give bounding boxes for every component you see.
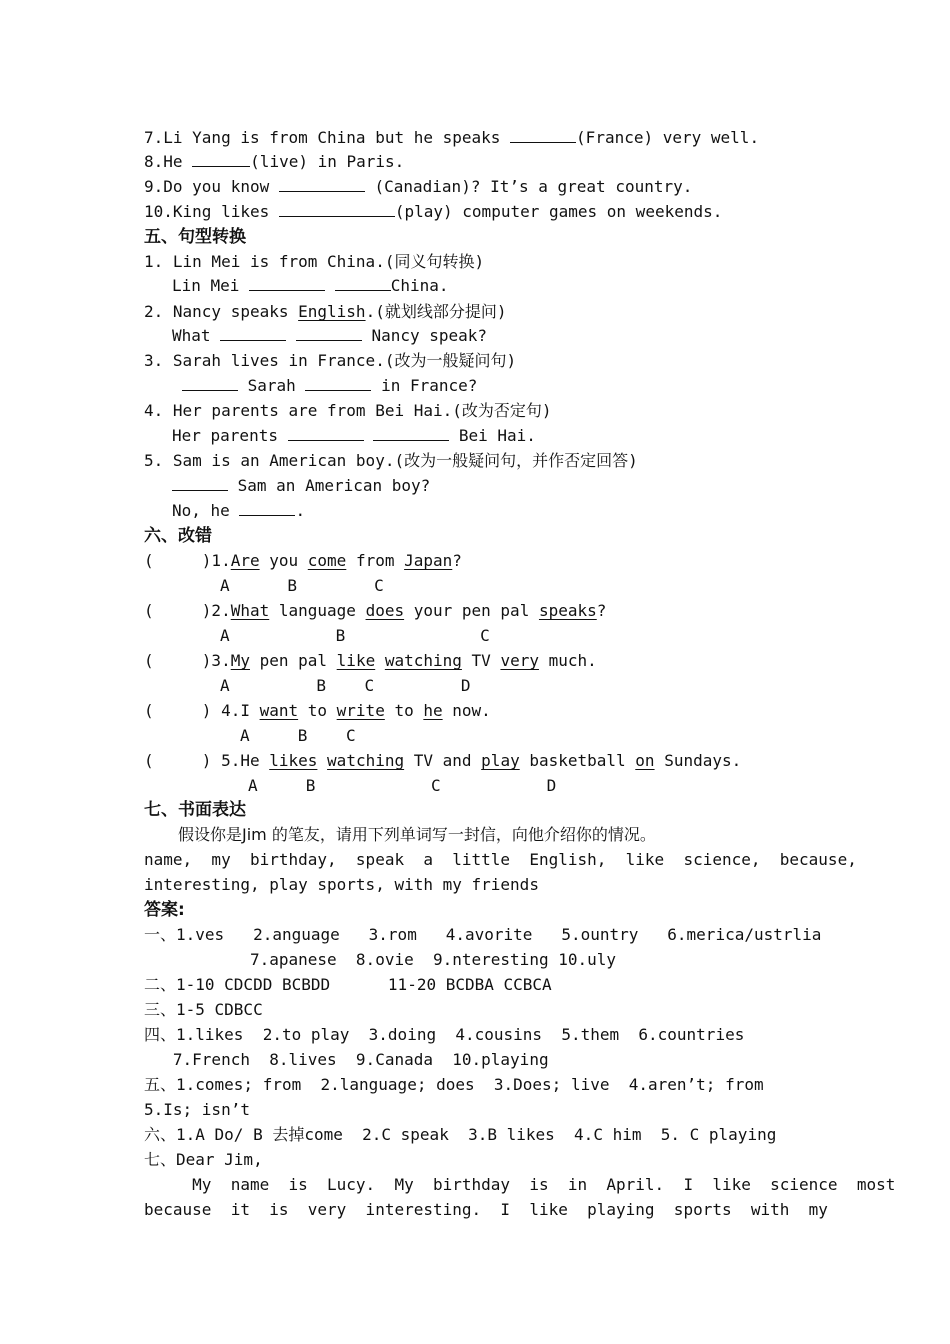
error-item-text: you xyxy=(259,551,308,570)
answer-text: . xyxy=(295,501,306,520)
underlined-word: English xyxy=(298,302,366,321)
error-item xyxy=(144,701,491,721)
answer-key-line: 7.apanese 8.ovie 9.nteresting 10.uly xyxy=(144,950,617,969)
error-item-text: pen pal xyxy=(249,651,337,670)
answer-line xyxy=(172,426,536,446)
section-heading: 六、改错 xyxy=(144,526,212,546)
underlined-option: want xyxy=(259,701,299,720)
fill-item-text: 8.He xyxy=(144,152,193,171)
error-item-text: TV xyxy=(461,651,501,670)
fill-item xyxy=(144,152,404,172)
fill-item-text: 9.Do you know xyxy=(144,177,279,196)
error-item-text: from xyxy=(346,551,405,570)
error-item-text xyxy=(317,751,327,770)
error-item-text: Sundays. xyxy=(654,751,742,770)
answer-key-line: My name is Lucy. My birthday is in April. I like science most xyxy=(144,1175,896,1194)
question-text: 5. Sam is an American boy.(改为一般疑问句，并作否定回答) xyxy=(144,451,638,470)
word-list: name, my birthday, speak a little English, like science, because, xyxy=(144,850,857,869)
answer-blank[interactable] xyxy=(279,177,365,192)
answer-line xyxy=(172,276,449,296)
fill-item xyxy=(144,202,722,222)
answer-line xyxy=(172,326,487,346)
section-heading: 七、书面表达 xyxy=(144,800,246,820)
answer-blank[interactable] xyxy=(296,326,362,341)
fill-item-text: (live) in Paris. xyxy=(250,152,405,171)
error-item-text: to xyxy=(384,701,424,720)
answer-line xyxy=(172,476,430,496)
error-item-text: ( )3. xyxy=(144,651,231,670)
answer-text: No, he xyxy=(172,501,240,520)
answer-blank[interactable] xyxy=(192,152,250,167)
answer-text: What xyxy=(172,326,221,345)
answer-key-line: because it is very interesting. I like playing sports with my xyxy=(144,1200,828,1219)
underlined-option: Are xyxy=(230,551,260,570)
question-text: 4. Her parents are from Bei Hai.(改为否定句) xyxy=(144,401,552,420)
error-item-text: TV and xyxy=(404,751,482,770)
fill-item-text: 7.Li Yang is from China but he speaks xyxy=(144,128,511,147)
underlined-option: My xyxy=(230,651,250,670)
fill-item-text: 10.King likes xyxy=(144,202,279,221)
answer-key-line: 一、1.ves 2.anguage 3.rom 4.avorite 5.ountry 6.merica/ustrlia xyxy=(144,925,822,944)
answer-key-line: 5.Is; isn’t xyxy=(144,1100,250,1119)
answer-text: Nancy speak? xyxy=(361,326,488,345)
error-item-text: your pen pal xyxy=(404,601,539,620)
answer-blank[interactable] xyxy=(239,501,295,516)
error-item-text: to xyxy=(298,701,337,720)
underlined-option: he xyxy=(423,701,443,720)
answer-key-line: 六、1.A Do/ B 去掉come 2.C speak 3.B likes 4.C him 5. C playing xyxy=(144,1125,777,1144)
error-item-text: ( )2. xyxy=(144,601,231,620)
error-item xyxy=(144,751,741,771)
answer-blank[interactable] xyxy=(288,426,364,441)
error-item-text: basketball xyxy=(519,751,636,770)
answer-blank[interactable] xyxy=(182,376,238,391)
answer-key-line: 五、1.comes; from 2.language; does 3.Does; live 4.aren’t; from xyxy=(144,1075,764,1094)
error-item-text: ( ) 5.He xyxy=(144,751,270,770)
answer-text: Her parents xyxy=(172,426,288,445)
error-item-text: ( ) 4.I xyxy=(144,701,260,720)
error-item-text xyxy=(375,651,385,670)
question-text xyxy=(144,302,506,322)
underlined-option: very xyxy=(500,651,539,670)
answer-text: Lin Mei xyxy=(172,276,250,295)
section-heading: 五、句型转换 xyxy=(144,227,246,247)
underlined-option: speaks xyxy=(538,601,597,620)
answers-heading: 答案: xyxy=(144,900,185,920)
answer-text: in France? xyxy=(371,376,478,395)
answer-key-line: 七、Dear Jim, xyxy=(144,1150,263,1169)
answer-text: Sam an American boy? xyxy=(228,476,431,495)
option-letters: A B C xyxy=(220,626,490,645)
underlined-option: does xyxy=(365,601,405,620)
option-letters: A B C D xyxy=(248,776,557,795)
answer-text: Bei Hai. xyxy=(449,426,536,445)
error-item xyxy=(144,601,606,621)
answer-key-line: 三、1-5 CDBCC xyxy=(144,1000,263,1019)
answer-blank[interactable] xyxy=(220,326,286,341)
fill-item-text: (Canadian)? It’s a great country. xyxy=(364,177,693,196)
fill-item xyxy=(144,177,692,197)
underlined-option: What xyxy=(230,601,270,620)
question-text: 3. Sarah lives in France.(改为一般疑问句) xyxy=(144,351,517,370)
question-text: 1. Lin Mei is from China.(同义句转换) xyxy=(144,252,485,271)
answer-blank[interactable] xyxy=(172,476,228,491)
question-text-part: 2. Nancy speaks xyxy=(144,302,299,321)
underlined-option: play xyxy=(481,751,520,770)
answer-blank[interactable] xyxy=(335,276,391,291)
answer-blank[interactable] xyxy=(373,426,449,441)
error-item-text: now. xyxy=(442,701,491,720)
error-item-text: much. xyxy=(538,651,597,670)
underlined-option: on xyxy=(635,751,655,770)
question-text-part: .(就划线部分提问) xyxy=(365,302,507,321)
underlined-option: watching xyxy=(327,751,405,770)
error-item xyxy=(144,651,597,671)
error-item-text: language xyxy=(269,601,366,620)
answer-key-line: 7.French 8.lives 9.Canada 10.playing xyxy=(144,1050,549,1069)
underlined-option: like xyxy=(336,651,376,670)
word-list: interesting, play sports, with my friends xyxy=(144,875,539,894)
underlined-option: come xyxy=(307,551,347,570)
underlined-option: write xyxy=(336,701,385,720)
answer-blank[interactable] xyxy=(305,376,371,391)
underlined-option: Japan xyxy=(404,551,453,570)
fill-item-text: (France) very well. xyxy=(576,128,760,147)
writing-prompt: 假设你是Jim 的笔友，请用下列单词写一封信，向他介绍你的情况。 xyxy=(178,825,656,844)
answer-blank[interactable] xyxy=(249,276,325,291)
error-item xyxy=(144,551,462,571)
answer-key-line: 二、1-10 CDCDD BCBDD 11-20 BCDBA CCBCA xyxy=(144,975,552,994)
underlined-option: likes xyxy=(269,751,318,770)
answer-blank[interactable] xyxy=(279,202,395,217)
underlined-option: watching xyxy=(384,651,462,670)
answer-text: China. xyxy=(390,276,449,295)
option-letters: A B C xyxy=(240,726,356,745)
fill-item xyxy=(144,128,759,148)
answer-blank[interactable] xyxy=(510,128,576,143)
answer-line xyxy=(182,376,477,396)
error-item-text: ( )1. xyxy=(144,551,231,570)
error-item-text: ? xyxy=(596,601,607,620)
option-letters: A B C xyxy=(220,576,384,595)
fill-item-text: (play) computer games on weekends. xyxy=(394,202,723,221)
answer-text: Sarah xyxy=(238,376,306,395)
option-letters: A B C D xyxy=(220,676,471,695)
answer-line xyxy=(172,501,305,521)
error-item-text: ? xyxy=(452,551,462,570)
answer-key-line: 四、1.likes 2.to play 3.doing 4.cousins 5.them 6.countries xyxy=(144,1025,745,1044)
